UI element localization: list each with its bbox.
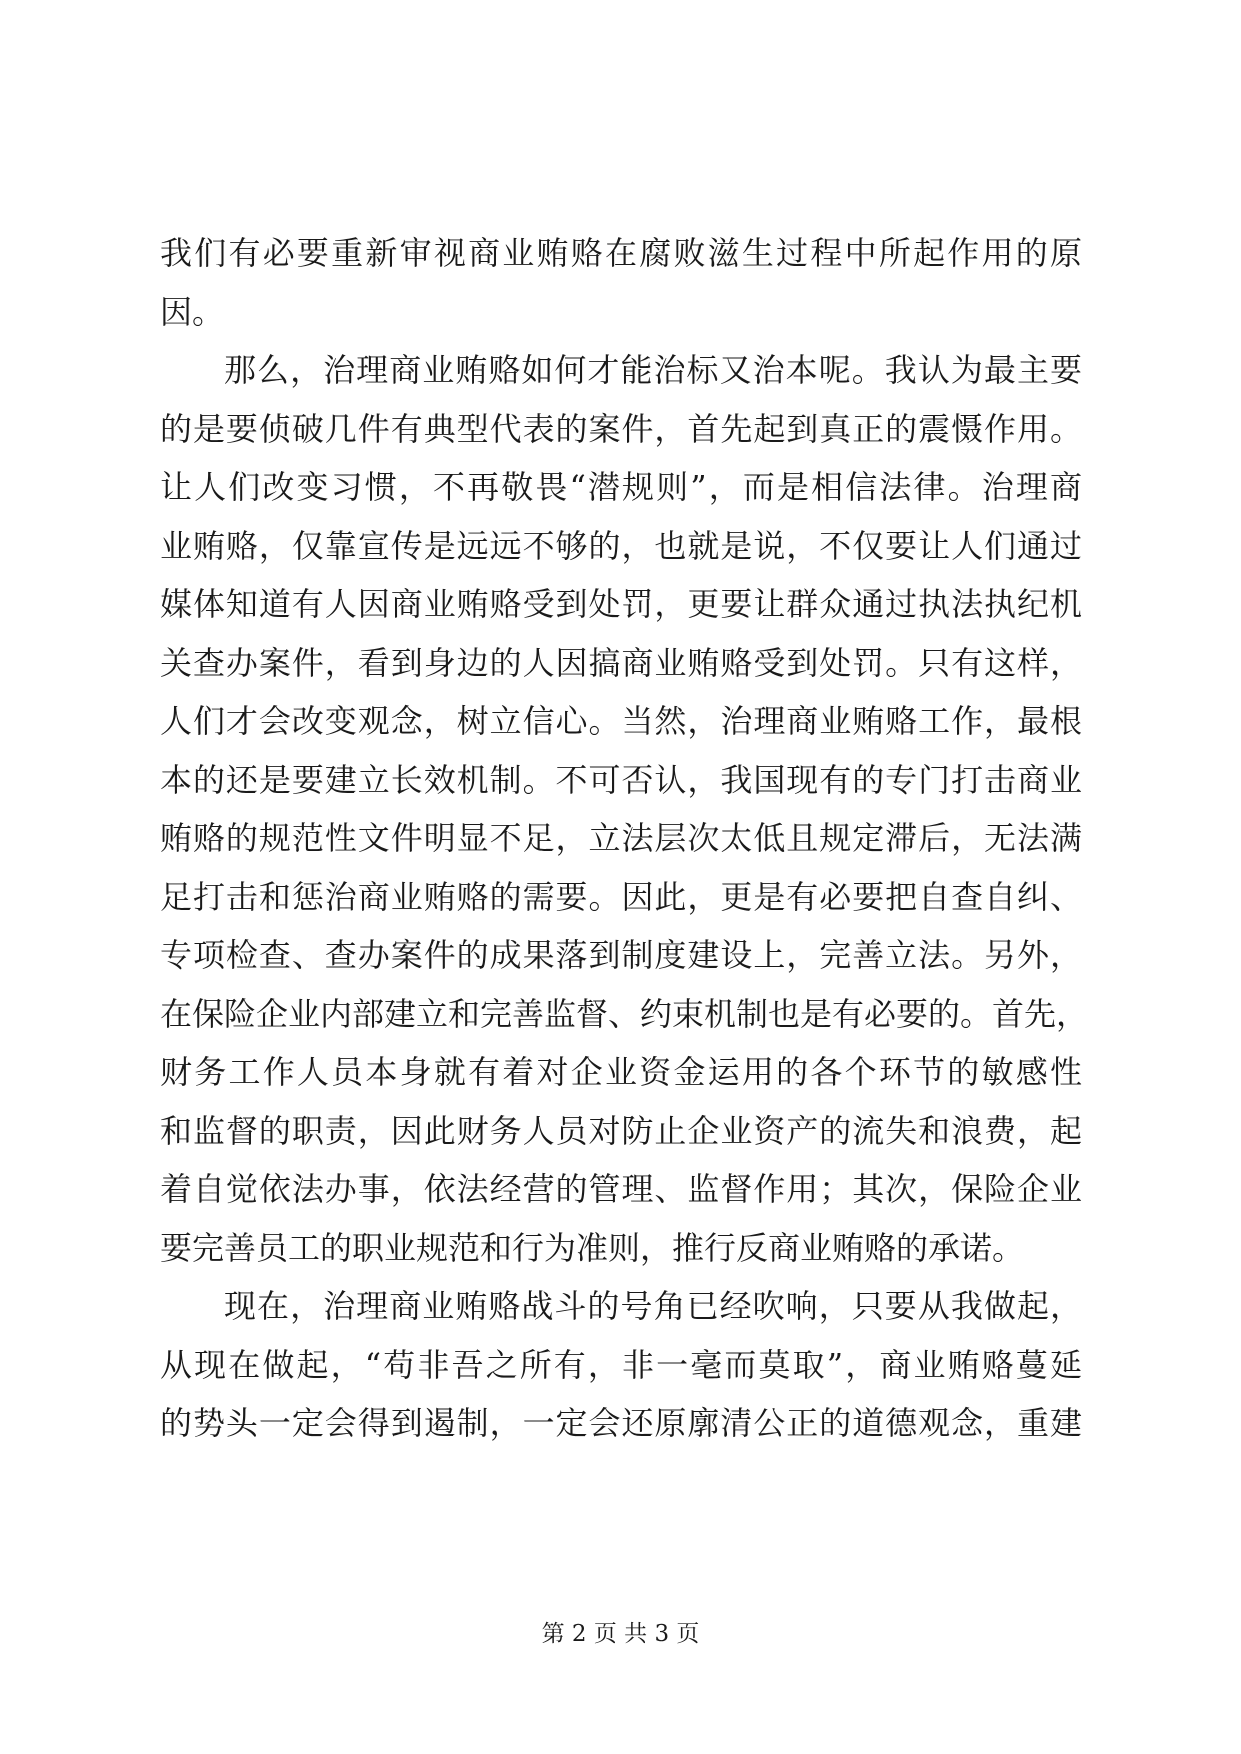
text-line: 让人们改变习惯，不再敬畏“潜规则”，而是相信法律。治理商: [160, 468, 1082, 506]
text-line: 从现在做起，“苟非吾之所有，非一毫而莫取”，商业贿赂蔓延: [160, 1345, 1082, 1384]
text-line: 专项检查、查办案件的成果落到制度建设上，完善立法。另外，: [160, 936, 1082, 974]
page-number-footer: 第 2 页 共 3 页: [541, 1621, 700, 1647]
text-line: 关查办案件，看到身边的人因搞商业贿赂受到处罚。只有这样，: [160, 643, 1082, 682]
text-line: 财务工作人员本身就有着对企业资金运用的各个环节的敏感性: [160, 1053, 1082, 1091]
text-line: 因。: [160, 292, 225, 331]
text-line: 我们有必要重新审视商业贿赂在腐败滋生过程中所起作用的原: [160, 234, 1082, 272]
text-line: 贿赂的规范性文件明显不足，立法层次太低且规定滞后，无法满: [160, 819, 1082, 857]
text-line: 现在，治理商业贿赂战斗的号角已经吹响，只要从我做起，: [224, 1287, 1082, 1325]
text-line: 人们才会改变观念，树立信心。当然，治理商业贿赂工作，最根: [160, 702, 1082, 740]
text-line: 媒体知道有人因商业贿赂受到处罚，更要让群众通过执法执纪机: [160, 585, 1082, 623]
text-line: 业贿赂，仅靠宣传是远远不够的，也就是说，不仅要让人们通过: [160, 526, 1082, 565]
text-line: 本的还是要建立长效机制。不可否认，我国现有的专门打击商业: [160, 760, 1082, 799]
text-line: 在保险企业内部建立和完善监督、约束机制也是有必要的。首先，: [160, 994, 1089, 1033]
text-line: 足打击和惩治商业贿赂的需要。因此，更是有必要把自查自纠、: [160, 877, 1082, 916]
text-line: 着自觉依法办事，依法经营的管理、监督作用；其次，保险企业: [160, 1170, 1082, 1208]
text-line: 的势头一定会得到遏制，一定会还原廓清公正的道德观念，重建: [160, 1404, 1082, 1442]
text-line: 和监督的职责，因此财务人员对防止企业资产的流失和浪费，起: [160, 1111, 1082, 1150]
text-line: 要完善员工的职业规范和行为准则，推行反商业贿赂的承诺。: [160, 1228, 1025, 1267]
document-body: [160, 224, 1089, 1453]
text-line: 那么，治理商业贿赂如何才能治标又治本呢。我认为最主要: [224, 351, 1082, 389]
text-line: 的是要侦破几件有典型代表的案件，首先起到真正的震慑作用。: [160, 409, 1082, 448]
